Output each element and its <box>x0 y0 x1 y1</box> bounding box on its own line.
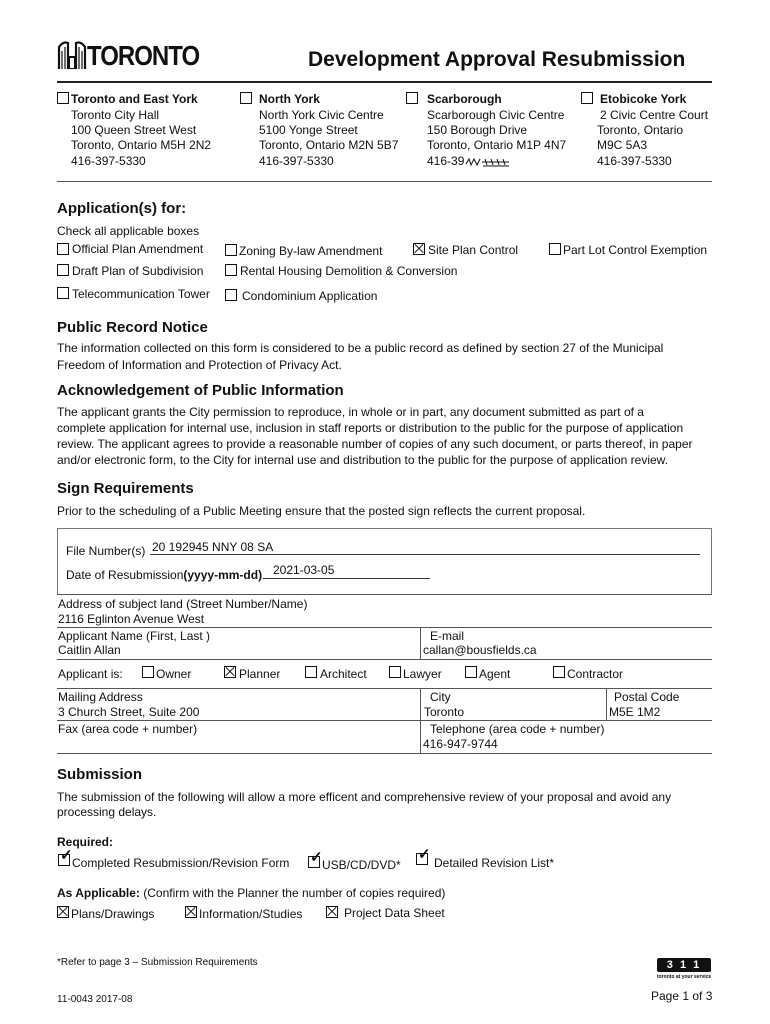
file-number-line <box>150 554 700 555</box>
agent-checkbox[interactable] <box>465 666 477 678</box>
logo-wordmark: TORONTO <box>87 40 200 72</box>
city-label: City <box>430 690 451 704</box>
table-rule <box>57 659 712 660</box>
revision-list-checkbox[interactable] <box>416 853 428 865</box>
applicant-name-value[interactable]: Caitlin Allan <box>58 643 121 657</box>
office-line: 2 Civic Centre Court <box>600 108 709 122</box>
file-info-box <box>57 528 712 594</box>
title-rule <box>57 81 712 83</box>
office-line: Toronto, Ontario <box>597 123 684 137</box>
acknowledgement-line: The applicant grants the City permission to reproduce, in whole or in part, any document submitted as part of a <box>57 405 644 419</box>
logo-311-digits: 3 1 1 <box>657 958 711 972</box>
office-line: Toronto City Hall <box>71 108 160 122</box>
file-number-value[interactable]: 20 192945 NNY 08 SA <box>152 540 274 554</box>
condo-label: Condominium Application <box>242 289 378 303</box>
zoning-checkbox[interactable] <box>225 244 237 256</box>
part-lot-label: Part Lot Control Exemption <box>563 243 708 257</box>
draft-plan-checkbox[interactable] <box>57 264 69 276</box>
official-plan-label: Official Plan Amendment <box>72 242 204 256</box>
plans-checkbox[interactable] <box>57 906 69 918</box>
applicant-is-label: Applicant is: <box>58 667 123 681</box>
public-record-heading: Public Record Notice <box>57 319 208 336</box>
resubmission-date-label <box>66 568 262 583</box>
public-record-line: Freedom of Information and Protection of Privacy Act. <box>57 358 342 372</box>
footer-note: *Refer to page 3 – Submission Requirements <box>57 957 258 968</box>
zoning-label: Zoning By-law Amendment <box>239 244 383 258</box>
telephone-value[interactable]: 416-947-9744 <box>423 737 498 751</box>
office-name: Scarborough <box>427 92 502 106</box>
as-applicable-note: (Confirm with the Planner the number of copies required) <box>139 886 446 900</box>
office-line: North York Civic Centre <box>259 108 384 122</box>
site-plan-label: Site Plan Control <box>428 243 519 257</box>
project-data-checkbox[interactable] <box>326 906 338 918</box>
as-applicable-label: As Applicable: <box>57 886 140 900</box>
city-hall-icon <box>57 37 87 69</box>
table-divider <box>606 688 607 720</box>
office-phone: 416-397-5330 <box>259 154 334 168</box>
address-label: Address of subject land (Street Number/Name) <box>58 597 308 611</box>
info-studies-label: Information/Studies <box>199 907 303 921</box>
rental-checkbox[interactable] <box>225 264 237 276</box>
postal-code-value[interactable]: M5E 1M2 <box>609 705 661 719</box>
acknowledgement-line: complete application for internal use, inclusion in staff reports or distribution to the public for the purpose of application <box>57 421 684 435</box>
usb-label: USB/CD/DVD* <box>322 858 401 872</box>
part-lot-checkbox[interactable] <box>549 243 561 255</box>
sign-text: Prior to the scheduling of a Public Meeting ensure that the posted sign reflects the current proposal. <box>57 504 586 518</box>
date-label-format: (yyyy-mm-dd) <box>183 568 263 582</box>
contractor-checkbox[interactable] <box>553 666 565 678</box>
completed-form-checkbox[interactable] <box>58 854 70 866</box>
public-record-line: The information collected on this form is considered to be a public record as defined by section 27 of the Municipal <box>57 341 664 355</box>
acknowledgement-line: and/or electronic form, to the City for internal use and distribution to the public for the purpose of application review. <box>57 453 669 467</box>
table-rule <box>57 688 712 689</box>
office-line: Toronto, Ontario M1P 4N7 <box>427 138 567 152</box>
table-rule <box>57 627 712 628</box>
sign-heading: Sign Requirements <box>57 480 194 497</box>
acknowledgement-heading: Acknowledgement of Public Information <box>57 382 344 399</box>
office-line: Scarborough Civic Centre <box>427 108 565 122</box>
planner-label: Planner <box>239 667 281 681</box>
submission-line: processing delays. <box>57 805 157 819</box>
applicant-name-label: Applicant Name (First, Last ) <box>58 629 211 643</box>
table-rule <box>57 594 712 595</box>
toronto-logo <box>57 37 200 72</box>
address-value[interactable]: 2116 Eglinton Avenue West <box>58 612 205 626</box>
usb-checkbox[interactable] <box>308 856 320 868</box>
resubmission-date-value[interactable]: 2021-03-05 <box>273 563 335 577</box>
agent-label: Agent <box>479 667 511 681</box>
mailing-address-label: Mailing Address <box>58 690 143 704</box>
architect-checkbox[interactable] <box>305 666 317 678</box>
office-name: Etobicoke York <box>600 92 687 106</box>
city-value[interactable]: Toronto <box>424 705 465 719</box>
office-name: North York <box>259 92 320 106</box>
applications-heading: Application(s) for: <box>57 200 187 217</box>
scribble-mark-icon <box>465 156 511 168</box>
submission-line: The submission of the following will allow a more efficent and comprehensive review of your proposal and avoid any <box>57 790 672 804</box>
acknowledgement-line: review. The applicant agrees to provide a reasonable number of copies of any such document, or parts thereof, in paper <box>57 437 693 451</box>
table-rule <box>57 720 712 721</box>
office-line: 5100 Yonge Street <box>259 123 358 137</box>
lawyer-label: Lawyer <box>403 667 442 681</box>
office-line: Toronto, Ontario M5H 2N2 <box>71 138 212 152</box>
file-number-label: File Number(s) <box>66 544 146 558</box>
offices-rule <box>57 181 712 182</box>
applications-instruction: Check all applicable boxes <box>57 224 200 238</box>
office-line: 100 Queen Street West <box>71 123 197 137</box>
table-divider <box>420 688 421 754</box>
telecom-checkbox[interactable] <box>57 287 69 299</box>
form-number: 11-0043 2017-08 <box>57 994 133 1005</box>
email-label: E-mail <box>430 629 465 643</box>
office-checkbox-north-york[interactable] <box>240 92 252 104</box>
office-checkbox-scarborough[interactable] <box>406 92 418 104</box>
postal-code-label: Postal Code <box>614 690 680 704</box>
project-data-label: Project Data Sheet <box>344 906 445 920</box>
official-plan-checkbox[interactable] <box>57 243 69 255</box>
telephone-label: Telephone (area code + number) <box>430 722 605 736</box>
planner-checkbox[interactable] <box>224 666 236 678</box>
as-applicable-text <box>57 886 445 901</box>
draft-plan-label: Draft Plan of Subdivision <box>72 264 204 278</box>
submission-heading: Submission <box>57 766 143 783</box>
revision-list-label: Detailed Revision List* <box>434 856 555 870</box>
telecom-label: Telecommunication Tower <box>72 287 210 301</box>
contractor-label: Contractor <box>567 667 624 681</box>
office-phone: 416-397-5330 <box>597 154 672 168</box>
owner-checkbox[interactable] <box>142 666 154 678</box>
completed-form-label: Completed Resubmission/Revision Form <box>72 856 290 870</box>
condo-checkbox[interactable] <box>225 289 237 301</box>
logo-311-tagline: toronto at your service <box>657 974 712 980</box>
office-phone: 416-397-5330 <box>71 154 146 168</box>
office-line: M9C 5A3 <box>597 138 648 152</box>
owner-label: Owner <box>156 667 192 681</box>
required-label: Required: <box>57 835 114 849</box>
table-divider <box>420 627 421 659</box>
office-checkbox-toronto[interactable] <box>57 92 69 104</box>
date-line <box>263 578 430 579</box>
rental-label: Rental Housing Demolition & Conversion <box>240 264 458 278</box>
office-phone: 416-39 <box>427 154 465 168</box>
lawyer-checkbox[interactable] <box>389 666 401 678</box>
site-plan-checkbox[interactable] <box>413 243 425 255</box>
page-title: Development Approval Resubmission <box>308 48 686 71</box>
office-line: 150 Borough Drive <box>427 123 528 137</box>
office-checkbox-etobicoke[interactable] <box>581 92 593 104</box>
plans-label: Plans/Drawings <box>71 907 155 921</box>
office-line: Toronto, Ontario M2N 5B7 <box>259 138 399 152</box>
email-value[interactable]: callan@bousfields.ca <box>423 643 537 657</box>
page-number: Page 1 of 3 <box>651 989 713 1003</box>
logo-311 <box>657 958 713 980</box>
fax-label: Fax (area code + number) <box>58 722 198 736</box>
table-rule <box>57 753 712 754</box>
date-label-main: Date of Resubmission <box>66 568 184 582</box>
mailing-address-value[interactable]: 3 Church Street, Suite 200 <box>58 705 200 719</box>
architect-label: Architect <box>320 667 367 681</box>
info-studies-checkbox[interactable] <box>185 906 197 918</box>
office-name: Toronto and East York <box>71 92 198 106</box>
